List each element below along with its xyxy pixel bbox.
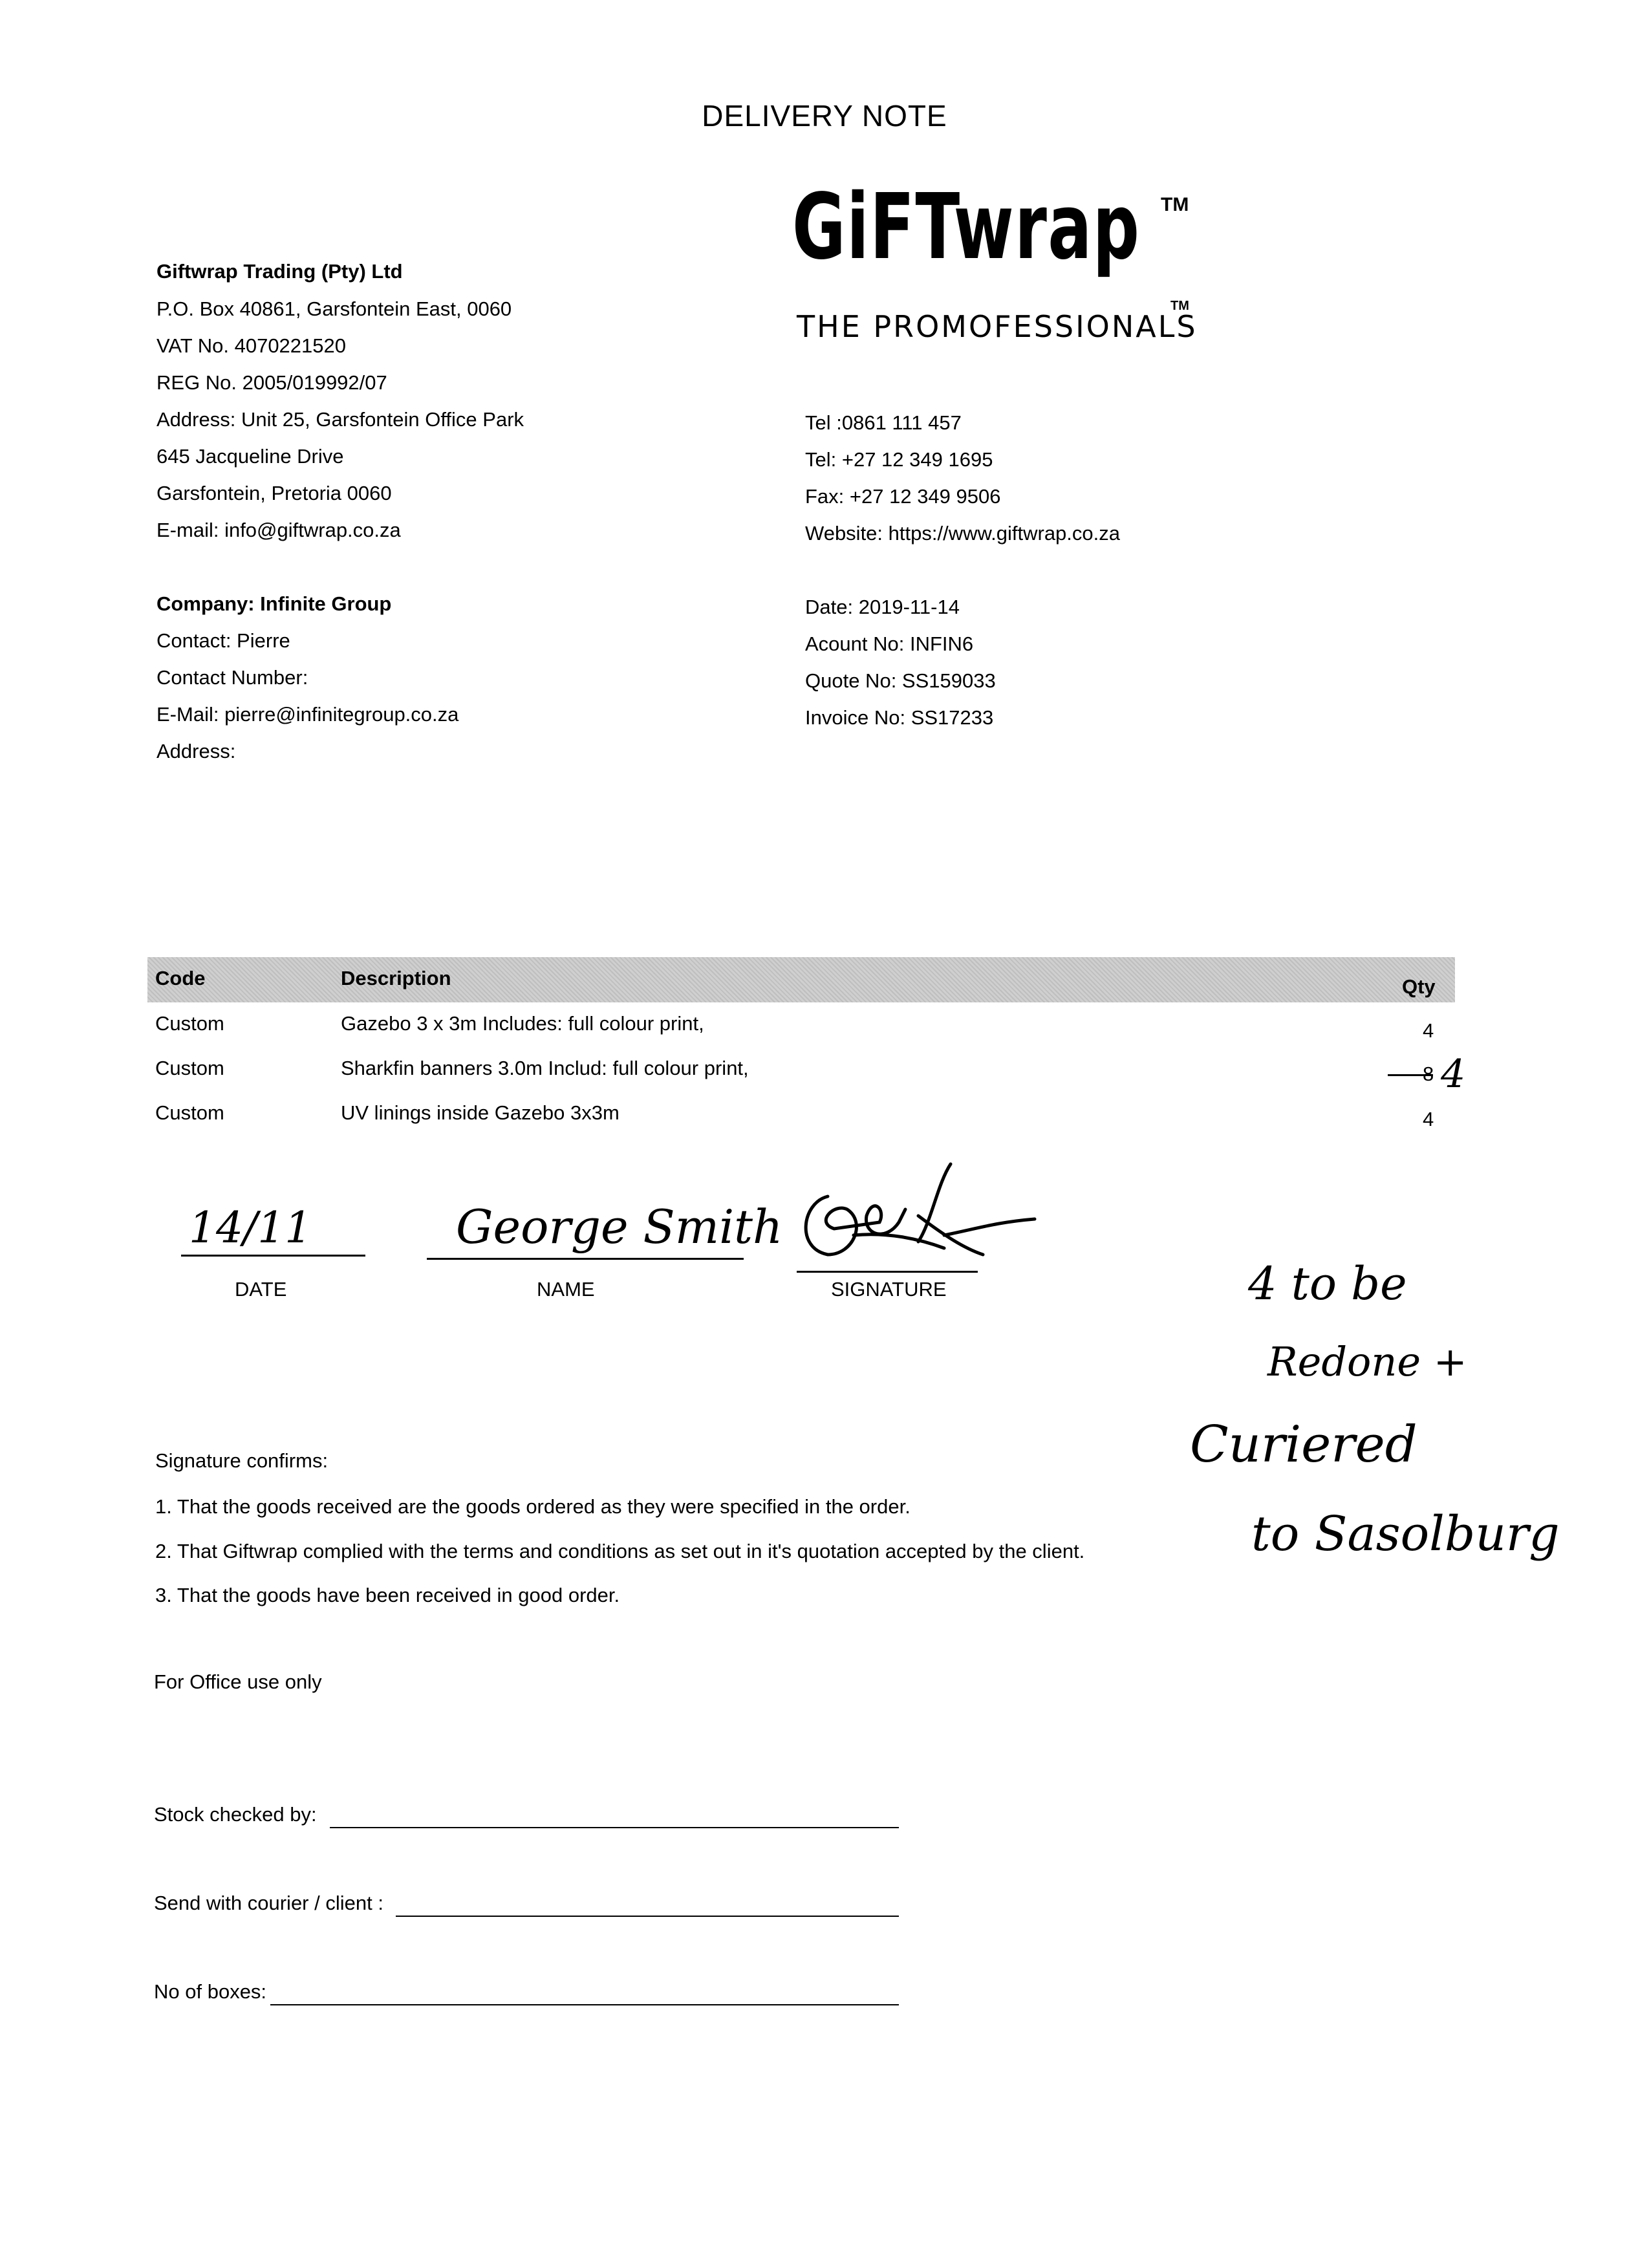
stock-checked-label: Stock checked by: (154, 1803, 317, 1826)
client-line: Contact: Pierre (156, 629, 290, 652)
handwritten-name: George Smith (456, 1200, 783, 1254)
tagline-trademark: TM (1170, 299, 1189, 313)
date-label: DATE (235, 1278, 287, 1301)
document-title: DELIVERY NOTE (702, 99, 947, 133)
confirm-item: 2. That Giftwrap complied with the terms and conditions as set out in it's quotation accepted by the client. (155, 1540, 1085, 1562)
supplier-line: Garsfontein, Pretoria 0060 (156, 482, 392, 504)
client-company: Company: Infinite Group (156, 592, 392, 615)
handwritten-note-line: Curiered (1190, 1416, 1417, 1474)
handwritten-note-line: to Sasolburg (1251, 1506, 1560, 1562)
client-line: E-Mail: pierre@infinitegroup.co.za (156, 703, 459, 726)
supplier-line: P.O. Box 40861, Garsfontein East, 0060 (156, 297, 512, 320)
client-line: Address: (156, 740, 236, 762)
boxes-line (270, 2004, 899, 2005)
name-label: NAME (537, 1278, 595, 1301)
supplier-line: 645 Jacqueline Drive (156, 445, 344, 468)
giftwrap-logo: GiFTwrap (792, 175, 1141, 280)
courier-label: Send with courier / client : (154, 1892, 383, 1914)
doc-account: Acount No: INFIN6 (805, 632, 974, 655)
date-line (181, 1255, 365, 1257)
name-line (427, 1258, 744, 1260)
table-row-qty-struck: 8 (1423, 1063, 1434, 1085)
stock-checked-line (330, 1827, 899, 1828)
signature-line (797, 1271, 978, 1273)
table-row-code: Custom (155, 1101, 224, 1124)
doc-date: Date: 2019-11-14 (805, 596, 960, 618)
office-heading: For Office use only (154, 1670, 322, 1693)
contact-tel: Tel :0861 111 457 (805, 411, 962, 434)
strikethrough-mark (1388, 1074, 1433, 1076)
doc-quote: Quote No: SS159033 (805, 669, 996, 692)
table-row-description: Sharkfin banners 3.0m Includ: full colour print, (341, 1057, 749, 1079)
table-row-code: Custom (155, 1057, 224, 1079)
handwritten-date: 14/11 (189, 1203, 312, 1253)
contact-tel: Tel: +27 12 349 1695 (805, 448, 993, 471)
table-row-qty: 4 (1423, 1019, 1434, 1042)
supplier-name: Giftwrap Trading (Pty) Ltd (156, 260, 403, 283)
handwritten-note-line: 4 to be (1248, 1257, 1407, 1310)
courier-line (396, 1916, 899, 1917)
logo-tagline: THE PROMOFESSIONALS (797, 309, 1198, 344)
client-line: Contact Number: (156, 666, 308, 689)
contact-fax: Fax: +27 12 349 9506 (805, 485, 1001, 508)
confirm-item: 3. That the goods have been received in good order. (155, 1584, 620, 1606)
supplier-email: E-mail: info@giftwrap.co.za (156, 519, 401, 541)
table-row-code: Custom (155, 1012, 224, 1035)
doc-invoice: Invoice No: SS17233 (805, 706, 994, 729)
supplier-line: REG No. 2005/019992/07 (156, 371, 387, 394)
supplier-line: VAT No. 4070221520 (156, 334, 347, 357)
signature-scribble (789, 1158, 1048, 1287)
logo-trademark: TM (1161, 194, 1189, 215)
contact-website: Website: https://www.giftwrap.co.za (805, 522, 1121, 545)
signature-label: SIGNATURE (831, 1278, 947, 1301)
table-row-qty: 4 (1423, 1108, 1434, 1130)
col-code: Code (155, 967, 206, 989)
confirm-item: 1. That the goods received are the goods ordered as they were specified in the order. (155, 1495, 911, 1518)
confirm-heading: Signature confirms: (155, 1449, 329, 1472)
handwritten-note-line: Redone + (1267, 1338, 1467, 1385)
table-row-description: Gazebo 3 x 3m Includes: full colour print, (341, 1012, 704, 1035)
handwritten-qty: 4 (1441, 1052, 1466, 1097)
col-description: Description (341, 967, 451, 989)
table-row-description: UV linings inside Gazebo 3x3m (341, 1101, 620, 1124)
col-qty: Qty (1402, 975, 1436, 998)
supplier-line: Address: Unit 25, Garsfontein Office Park (156, 408, 524, 431)
boxes-label: No of boxes: (154, 1980, 267, 2003)
